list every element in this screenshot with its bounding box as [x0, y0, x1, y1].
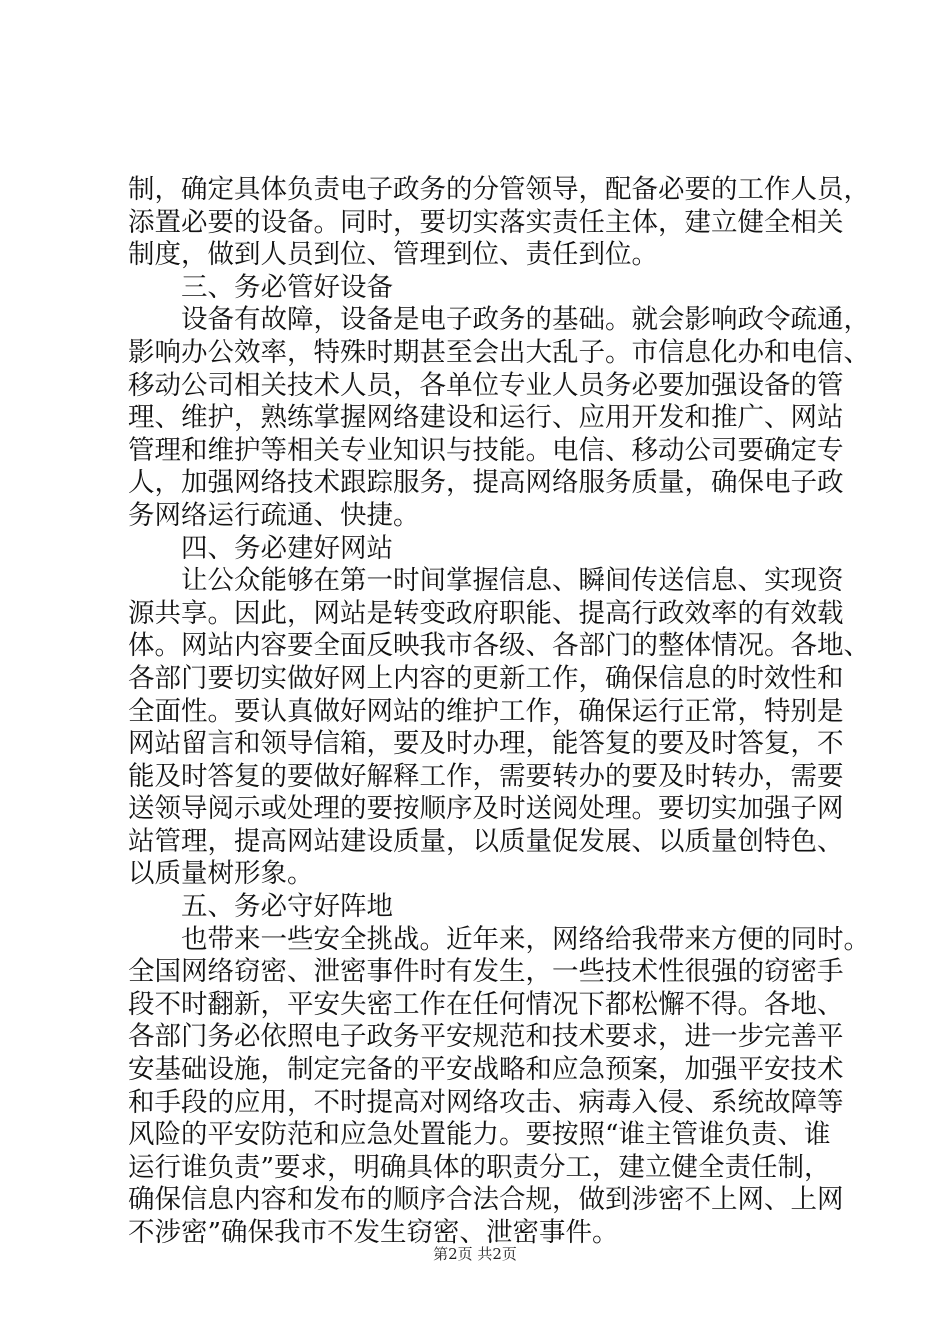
text-line: 站管理，提高网站建设质量，以质量促发展、以质量创特色、	[128, 825, 844, 857]
text-line: 四、务必建好网站	[181, 532, 393, 564]
text-line: 移动公司相关技术人员，各单位专业人员务必要加强设备的管	[128, 369, 844, 401]
text-line: 五、务必守好阵地	[181, 891, 393, 923]
page-footer: 第2页 共2页	[433, 1245, 517, 1263]
text-line: 体。网站内容要全面反映我市各级、各部门的整体情况。各地、	[128, 630, 870, 662]
text-line: 风险的平安防范和应急处置能力。要按照“谁主管谁负责、谁	[128, 1119, 831, 1151]
text-line: 各部门要切实做好网上内容的更新工作，确保信息的时效性和	[128, 662, 844, 694]
text-line: 确保信息内容和发布的顺序合法合规，做到涉密不上网、上网	[128, 1184, 844, 1216]
text-line: 安基础设施，制定完备的平安战略和应急预案，加强平安技术	[128, 1054, 844, 1086]
text-line: 和手段的应用，不时提高对网络攻击、病毒入侵、系统故障等	[128, 1086, 844, 1118]
text-line: 能及时答复的要做好解释工作，需要转办的要及时转办，需要	[128, 760, 844, 792]
text-line: 不涉密”确保我市不发生窃密、泄密事件。	[128, 1217, 619, 1248]
text-line: 各部门务必依照电子政务平安规范和技术要求，进一步完善平	[128, 1021, 844, 1053]
text-line: 务网络运行疏通、快捷。	[128, 499, 420, 531]
text-line: 理、维护，熟练掌握网络建设和运行、应用开发和推广、网站	[128, 402, 844, 434]
text-line: 制度，做到人员到位、管理到位、责任到位。	[128, 239, 658, 271]
text-line: 运行谁负责”要求，明确具体的职责分工，建立健全责任制，	[128, 1151, 831, 1183]
text-line: 添置必要的设备。同时，要切实落实责任主体，建立健全相关	[128, 206, 844, 238]
text-line: 全国网络窃密、泄密事件时有发生，一些技术性很强的窃密手	[128, 956, 844, 988]
text-line: 人，加强网络技术跟踪服务，提高网络服务质量，确保电子政	[128, 467, 844, 499]
text-line: 网站留言和领导信箱，要及时办理，能答复的要及时答复，不	[128, 728, 844, 760]
text-line: 全面性。要认真做好网站的维护工作，确保运行正常，特别是	[128, 695, 844, 727]
text-line: 段不时翻新，平安失密工作在任何情况下都松懈不得。各地、	[128, 988, 844, 1020]
text-line: 影响办公效率，特殊时期甚至会出大乱子。市信息化办和电信、	[128, 336, 870, 368]
text-line: 以质量树形象。	[128, 858, 314, 890]
text-line: 三、务必管好设备	[181, 271, 393, 303]
text-line: 制，确定具体负责电子政务的分管领导，配备必要的工作人员，	[128, 174, 870, 205]
text-line: 也带来一些安全挑战。近年来，网络给我带来方便的同时。	[181, 923, 870, 955]
text-line: 设备有故障，设备是电子政务的基础。就会影响政令疏通，	[181, 304, 870, 336]
text-line: 让公众能够在第一时间掌握信息、瞬间传送信息、实现资	[181, 565, 844, 597]
text-line: 源共享。因此，网站是转变政府职能、提高行政效率的有效载	[128, 597, 844, 629]
text-line: 管理和维护等相关专业知识与技能。电信、移动公司要确定专	[128, 434, 844, 466]
document-body	[128, 174, 870, 1250]
text-line: 送领导阅示或处理的要按顺序及时送阅处理。要切实加强子网	[128, 793, 844, 825]
